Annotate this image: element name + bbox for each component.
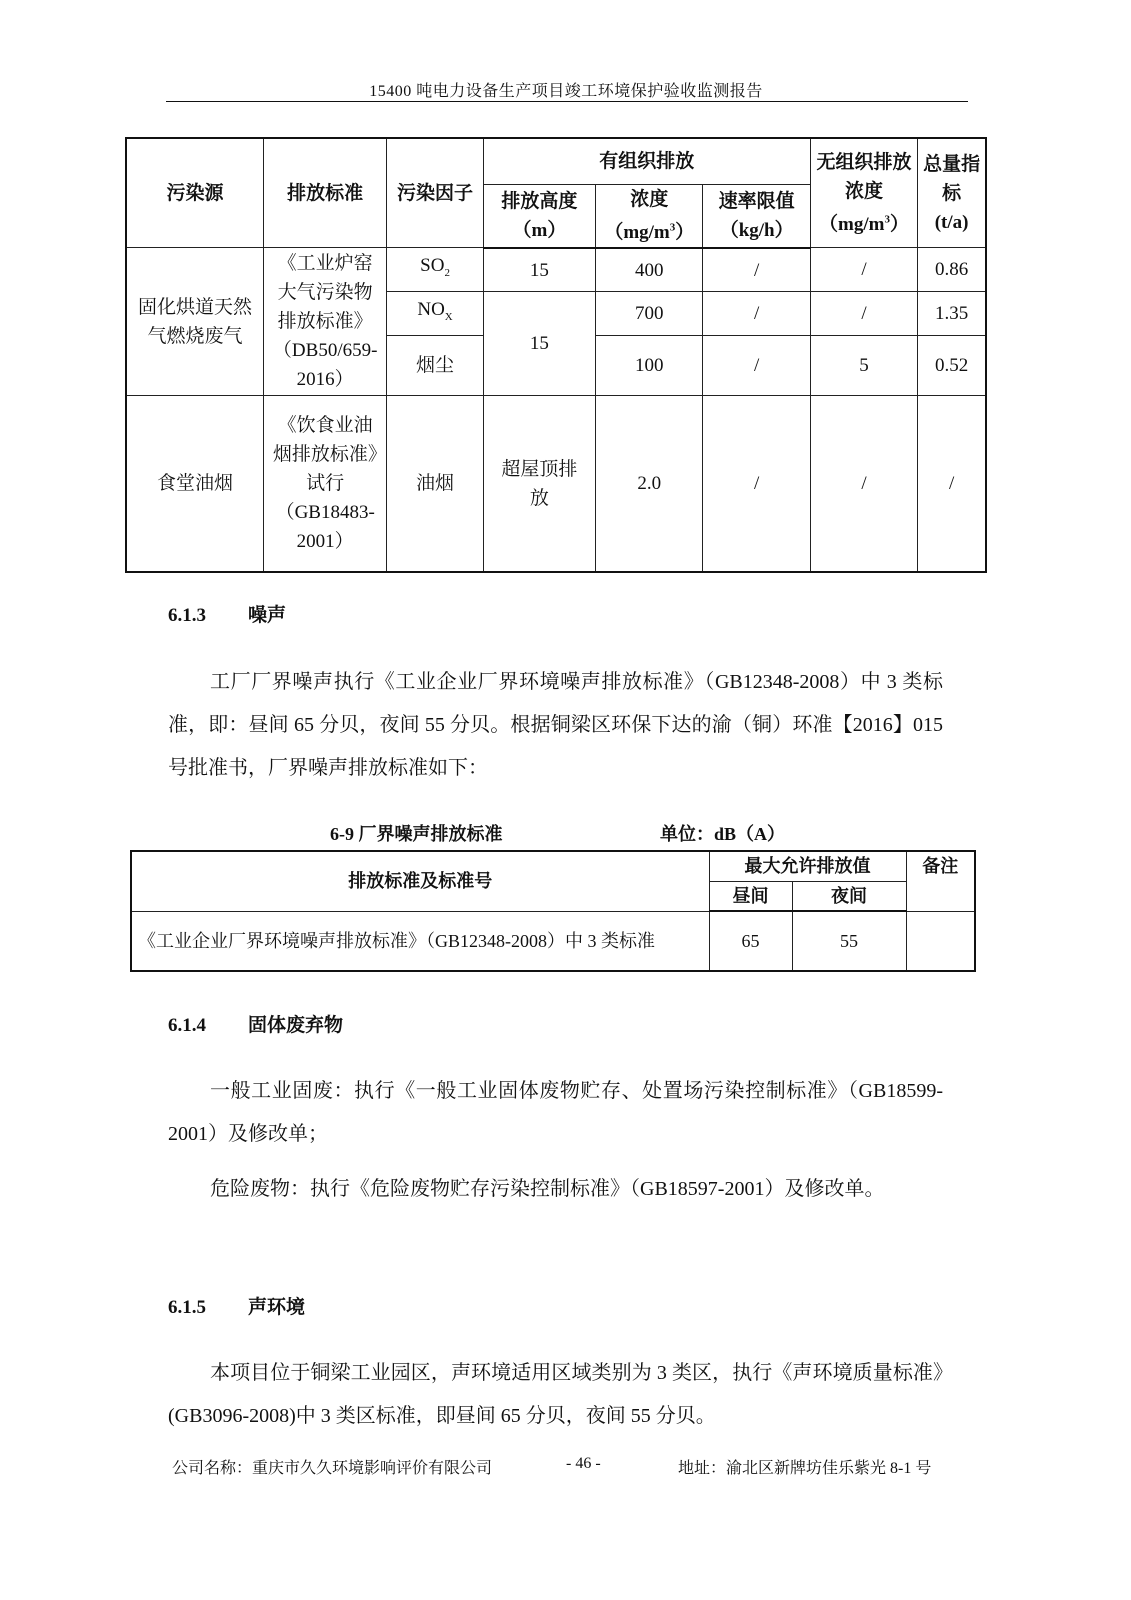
cell-height: 15: [483, 248, 595, 292]
cell-height: 15: [483, 292, 595, 396]
cell-note: [906, 911, 975, 971]
header-unorganized: [810, 138, 917, 248]
header-noise-standard: 排放标准及标准号: [131, 851, 709, 911]
section-number: 6.1.5: [168, 1297, 206, 1318]
header-night: 夜间: [792, 881, 906, 911]
cell-factor: 烟尘: [387, 336, 483, 396]
header-rule: [166, 101, 968, 102]
cell-night: 55: [792, 911, 906, 971]
cell-total: /: [918, 396, 986, 572]
paragraph-noise: 工厂厂界噪声执行《工业企业厂界环境噪声排放标准》（GB12348-2008）中 3 类标准，即：昼间 65 分贝，夜间 55 分贝。根据铜梁区环保下达的渝（铜）环准【2016】015 号批准书，厂界噪声排放标准如下：: [168, 671, 943, 779]
table-caption-title: 6-9 厂界噪声排放标准: [330, 824, 503, 844]
header-total-unit: (t/a): [934, 211, 969, 233]
emission-standards-table: [125, 137, 987, 573]
table-row: [131, 911, 975, 971]
paragraph-acoustic: 本项目位于铜梁工业园区，声环境适用区域类别为 3 类区，执行《声环境质量标准》(GB3096-2008)中 3 类区标准，即昼间 65 分贝，夜间 55 分贝。: [168, 1362, 943, 1427]
footer-company: 公司名称：重庆市久久环境影响评价有限公司: [172, 1460, 493, 1477]
cell-unorganized: /: [810, 292, 917, 336]
cell-standard: 《饮食业油烟排放标准》试行（GB18483-2001）: [263, 396, 386, 572]
paragraph-general-waste: 一般工业固废：执行《一般工业固体废物贮存、处置场污染控制标准》（GB18599-2001）及修改单；: [168, 1080, 943, 1145]
section-title: 声环境: [248, 1297, 306, 1318]
table-caption-unit: 单位：dB（A）: [660, 824, 786, 844]
section-heading-613: [168, 600, 286, 627]
section-number: 6.1.3: [168, 605, 206, 626]
header-organized: 有组织排放: [483, 138, 810, 184]
cell-standard: 《工业炉窑大气污染物排放标准》（DB50/659-2016）: [263, 248, 386, 396]
cell-day: 65: [709, 911, 792, 971]
header-total-label: 总量指标: [923, 153, 981, 204]
footer-address: 地址：渝北区新牌坊佳乐紫光 8-1 号: [678, 1460, 932, 1477]
table-row: [126, 248, 986, 292]
header-note: 备注: [906, 851, 975, 911]
cell-concentration: 2.0: [596, 396, 703, 572]
cell-factor: $SO_2$: [387, 248, 483, 292]
header-unorganized-label: 无组织排放浓度: [816, 151, 912, 202]
header-rate: 速率限值 （kg/h）: [703, 184, 810, 248]
cell-rate: /: [703, 292, 810, 336]
header-standard: 排放标准: [263, 138, 386, 248]
section-heading-614: [168, 1010, 343, 1037]
cell-source: 食堂油烟: [126, 396, 263, 572]
cell-rate: /: [703, 396, 810, 572]
cell-factor: $NO_X$: [387, 292, 483, 336]
cell-source: 固化烘道天然气燃烧废气: [126, 248, 263, 396]
cell-total: 0.86: [918, 248, 986, 292]
cell-concentration: 400: [596, 248, 703, 292]
cell-total: 1.35: [918, 292, 986, 336]
cell-factor: 油烟: [387, 396, 483, 572]
cell-concentration: 700: [596, 292, 703, 336]
cell-concentration: 100: [596, 336, 703, 396]
paragraph-hazardous-waste: 危险废物：执行《危险废物贮存污染控制标准》（GB18597-2001）及修改单。: [210, 1178, 885, 1200]
header-unorganized-unit: $(mg/m^3)$: [819, 213, 909, 235]
section-title: 固体废弃物: [248, 1015, 344, 1036]
header-total: [918, 138, 986, 248]
header-day: 昼间: [709, 881, 792, 911]
cell-rate: /: [703, 336, 810, 396]
header-factor: 污染因子: [387, 138, 483, 248]
header-source: 污染源: [126, 138, 263, 248]
section-heading-615: [168, 1292, 305, 1319]
header-height: 排放高度 （m）: [483, 184, 595, 248]
cell-rate: /: [703, 248, 810, 292]
cell-unorganized: /: [810, 248, 917, 292]
cell-height: 超屋顶排放: [483, 396, 595, 572]
noise-standards-table: [130, 850, 976, 972]
cell-unorganized: 5: [810, 336, 917, 396]
header-max-allowed: 最大允许排放值: [709, 851, 906, 881]
page-header-title: 15400 吨电力设备生产项目竣工环境保护验收监测报告: [369, 83, 763, 100]
table-row: [126, 396, 986, 572]
cell-total: 0.52: [918, 336, 986, 396]
footer-page-number: - 46 -: [566, 1455, 601, 1472]
cell-unorganized: /: [810, 396, 917, 572]
section-title: 噪声: [248, 605, 287, 626]
cell-noise-standard: 《工业企业厂界环境噪声排放标准》（GB12348-2008）中 3 类标准: [131, 911, 709, 971]
header-concentration: 浓度 $(mg/m^3)$: [596, 184, 703, 248]
section-number: 6.1.4: [168, 1015, 206, 1036]
